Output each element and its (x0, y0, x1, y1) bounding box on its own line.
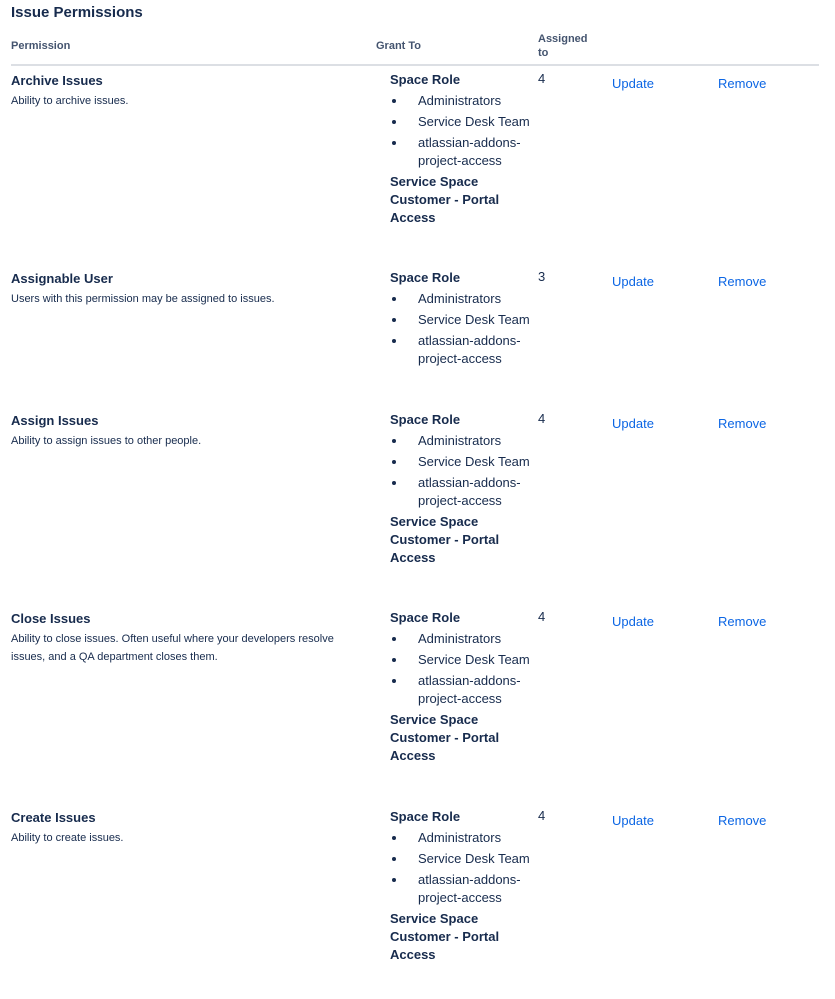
grant-role-item: atlassian-addons-project-access (390, 474, 530, 510)
grant-role-list (390, 829, 530, 907)
column-header-assigned-to: Assigned to (538, 33, 588, 59)
grant-role-item: Service Desk Team (390, 113, 530, 131)
assigned-count: 4 (538, 808, 546, 823)
permission-description: Ability to create issues. (11, 832, 124, 844)
grant-extra-label: Service Space Customer - Portal Access (390, 514, 500, 566)
grant-role-item: Administrators (390, 92, 530, 110)
grant-role-list (390, 432, 530, 510)
grant-role-label: Space Role (390, 610, 461, 625)
grant-role-item: Administrators (390, 290, 530, 308)
remove-button[interactable]: Remove (718, 813, 767, 828)
grant-role-label: Space Role (390, 270, 461, 285)
grant-role-list (390, 92, 530, 170)
remove-button[interactable]: Remove (718, 274, 767, 289)
remove-button[interactable]: Remove (718, 416, 767, 431)
grant-role-item: Service Desk Team (390, 453, 530, 471)
grant-to-cell (390, 71, 530, 227)
grant-role-item: Service Desk Team (390, 850, 530, 868)
grant-role-item: atlassian-addons-project-access (390, 332, 530, 368)
permission-description: Ability to archive issues. (11, 95, 129, 107)
remove-button[interactable]: Remove (718, 76, 767, 91)
grant-role-item: Service Desk Team (390, 311, 530, 329)
grant-to-cell (390, 609, 530, 765)
permission-name: Archive Issues (11, 73, 103, 88)
grant-extra-label: Service Space Customer - Portal Access (390, 911, 500, 963)
permission-name: Assign Issues (11, 413, 99, 428)
permission-description: Users with this permission may be assigned to issues. (11, 293, 275, 305)
assigned-count: 4 (538, 411, 546, 426)
grant-role-item: atlassian-addons-project-access (390, 134, 530, 170)
permission-name: Close Issues (11, 611, 91, 626)
assigned-count: 4 (538, 609, 546, 624)
permission-name: Create Issues (11, 810, 96, 825)
grant-extra-label: Service Space Customer - Portal Access (390, 174, 500, 226)
remove-button[interactable]: Remove (718, 614, 767, 629)
permission-description: Ability to close issues. Often useful where your developers resolve issues, and a QA department closes them. (11, 633, 334, 663)
grant-role-item: Administrators (390, 630, 530, 648)
grant-to-cell (390, 269, 530, 371)
grant-role-item: Service Desk Team (390, 651, 530, 669)
grant-role-list (390, 290, 530, 368)
update-button[interactable]: Update (612, 416, 654, 431)
grant-role-label: Space Role (390, 412, 461, 427)
update-button[interactable]: Update (612, 813, 654, 828)
update-button[interactable]: Update (612, 274, 654, 289)
assigned-count: 4 (538, 71, 546, 86)
page-title: Issue Permissions (11, 4, 143, 21)
grant-role-item: atlassian-addons-project-access (390, 672, 530, 708)
grant-to-cell (390, 808, 530, 964)
grant-role-list (390, 630, 530, 708)
permission-description: Ability to assign issues to other people. (11, 435, 202, 447)
column-header-permission: Permission (11, 40, 71, 52)
permission-name: Assignable User (11, 271, 113, 286)
update-button[interactable]: Update (612, 76, 654, 91)
update-button[interactable]: Update (612, 614, 654, 629)
grant-role-item: atlassian-addons-project-access (390, 871, 530, 907)
grant-role-label: Space Role (390, 809, 461, 824)
header-divider (11, 64, 819, 66)
grant-extra-label: Service Space Customer - Portal Access (390, 712, 500, 764)
grant-to-cell (390, 411, 530, 567)
grant-role-item: Administrators (390, 829, 530, 847)
grant-role-label: Space Role (390, 72, 461, 87)
assigned-count: 3 (538, 269, 546, 284)
grant-role-item: Administrators (390, 432, 530, 450)
column-header-grant-to: Grant To (376, 40, 422, 52)
